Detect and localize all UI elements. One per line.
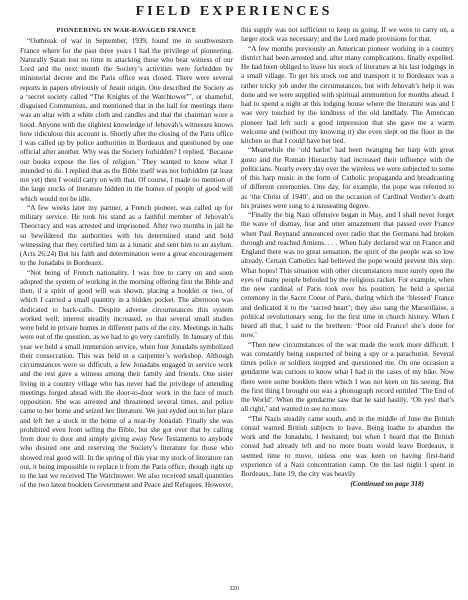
section-heading: PIONEERING IN WAR-RAVAGED FRANCE — [56, 27, 197, 34]
paragraph: “A few weeks later my partner, a French pioneer, was called up for military service. He took his stand as a faithful member of Jehovah’s Theocracy and was arrested and imprisoned. After two months in jail he so bewildered the authorities with his determined stand and bold witnessing that they certified him as a lunatic and sent him to an asylum. (Acts 26:24) But his faith and determination were a great encouragement to the Jonadabs in Bordeaux. — [20, 203, 233, 268]
paragraph: “The Nazis steadily came south, and in the middle of June the British consul warned British subjects to leave. Being loathe to abandon the work and the Jonadabs, I hesitated; but when I heard that the British consul had already left and no more boats would leave Bordeaux, it seemed time to move, unless one was keen on having first-hand experience of a Nazi concentration camp. On the last night I spent in Bordeaux, June 19, the city was heavily — [241, 414, 454, 478]
paragraph: “Not being of French nationality, I was free to carry on and soon adopted the system of working in the morning offering first the Bible and then, if a spirit of good will was shown, placing a booklet or two, of which I carried a small quantity in a hidden pocket. The afternoon was dedicated to back-calls. Despite adverse circumstances this system worked well; interest steadily increased, so that several small studies were held in private homes in different parts of the city. Meetings in halls were out of the question, as we had to go very carefully. In January of this year we held a small immersion service, when four Jonadabs symbolized their consecration. This was held in a carpenter’s workshop. Although circumstances were so difficult, a few Jonadabs engaged in service work and the rest gave a witness among their family and friends. One sister living in a country village who has never had the privilege of attending meetings forged ahead with the door-to-door work in the face of much opposition. She was arrested and threatened several times, and police came to her home and seized her literature. We just eyded out to her place and left her a stock in the home of a near-by Jonadab. Finally she was prohibited even from selling the Bible, but she got over that by calling from door to door and simply giving away New Testaments to anybody who desired one and reserving the Society’s literature for those who showed real good will. In the spring of this year my stock of literature ran out, it being impossible to replace it from the Paris office, though right up to the last we received The Watchtower. We also received small quantities of the two latest booklets Government and Peace and Refugees. However, — [20, 268, 233, 490]
paragraph: “Finally the big Nazi offensive began in May, and I shall never forget the wave of dismay, fear and utter amazement that passed over France when Paul Reynaud announced over radio that the Germans had broken through and reached Amiens. . . . When Italy declared war on France and England there was no great sensation, the spirit of the people was so low already. Certain Catholics had believed the pope would prevent this step. What hopes! This situation with other circumstances must surely open the eyes of many people befooled by the religious racket. For example, when the new cardinal of Paris took over his position, he held a special ceremony in the Sacre Coeur of Paris, during which the ‘blessed’ France and dedicated it to the ‘sacred heart’; they also sang the Marseillaise, a political revolutionary song, for the first time in church history. When I heard all that, I said to the brethren: ‘Poor old France! she’s done for now.’ — [241, 211, 454, 340]
paragraph: “Outbreak of war in September, 1939, found me in southwestern France where for the past three years I had the privilege of pioneering. Naturally Satan lost no time in attacking those who bear witness of our Lord and the next month the Society’s activities were forbidden by ministerial decree and the Paris office was closed. There were several reports in papers obviously of Jesuit origin. One described the Society as a ‘secret society called “The Knights of the Watchtower”’, or shameful, disguised Communists, and mentioned that in the hall for meetings there was an altar with a white cloth and candles and that the chairman wore a hood. Anyone with the slightest knowledge of Jehovah’s witnesses knows how ridiculous this account is. Shortly after the closing of the Paris office I was called up by police authorities in Bordeaux and questioned by one official after another. Why was the Society forbidden? I replied, ‘Because our books expose the lies of religion.’ They wanted to know what I intended to do. I replied that as the Bible itself was not forbidden (at least not yet) then I would carry on with that. Of course, I made no mention of the large stocks of literature hidden in the homes of people of good will which would not be idle. — [20, 37, 233, 203]
page-title: FIELD EXPERIENCES — [135, 4, 333, 19]
paragraph: this supply was not sufficient to keep us going. If we were to carry on, a larger stock was necessary; and the Lord made provisions for that. — [241, 26, 454, 44]
continued-note: (Continued on page 318) — [350, 480, 424, 489]
paragraph: “Then new circumstances of the war made the work more difficult. I was constantly being suspected of being a spy or a parachutist. Several times police or soldiers stopped and questioned me. On one occasion a gendarme was curious to know what I had in the cases of my bike. Now there were some booklets there which I was not keen on his seeing. But the first thing I brought out was a phonograph record entitled ‘The End of the World’. When the gendarme saw that he said hastily, ‘Oh yes! that’s all right,’ and wanted to see no more. — [241, 340, 454, 414]
paragraph: “Meanwhile the ‘old harlot’ had been twanging her harp with great gusto and the Roman Hierarchy had increased their influence with the politicians. Nearly every day over the wireless we were subjected to some of this harp music in the form of Catholic propaganda and broadcasting of different ceremonies. One day, for example, the pope was referred to as ‘the Christ of 1940’, and on the occasion of Cardinal Verdier’s death his praises were sung to a nauseating degree. — [241, 146, 454, 210]
right-column — [241, 26, 454, 490]
page-number: 320 — [229, 585, 239, 592]
paragraph: “A few months previously an American pioneer working in a country district had been arrested and, after many complications, finally expelled. He had been obliged to leave his stock of literature at his last lodgings in a small village. To get his stock out and transport it to Bordeaux was a rather tricky job under the circumstances, but with Jehovah’s help it was done and we were supplied with spiritual ammunition for months ahead. I had to spend a night at this lodging house where the literature was and I was very touched by the kindness of the old landlady. The American pioneer had left such a good impression that she gave me a warm welcome and (without my knowing it) she even slept on the floor in the kitchen so that I could have her bed. — [241, 44, 454, 145]
left-column — [20, 26, 233, 491]
